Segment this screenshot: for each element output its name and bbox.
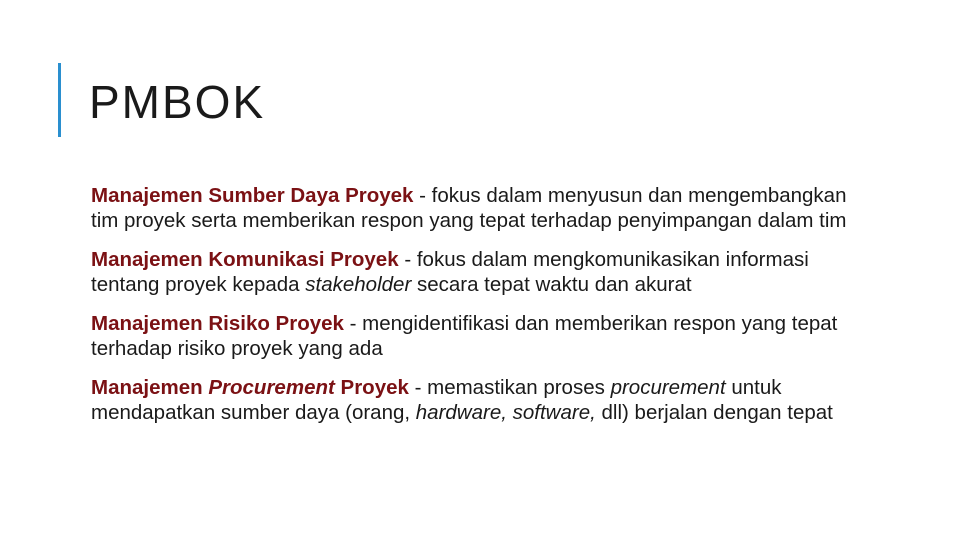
item-text: - memastikan proses [408, 376, 611, 399]
item-text: dll) berjalan dengan tepat [595, 401, 833, 424]
item-term: Manajemen Risiko Proyek [91, 312, 344, 335]
item-text: - mengidentifikasi dan memberikan respon yang tepat terhadap risiko proyek yang ada [91, 312, 838, 360]
item-text: untuk mendapatkan sumber daya (orang, [91, 376, 782, 424]
item-text: - fokus dalam menyusun dan mengembangkan tim proyek serta memberikan respon yang tepat terhadap penyimpangan dalam tim [91, 184, 847, 232]
content-list [91, 183, 871, 439]
item-text-italic: procurement [610, 376, 726, 399]
item-term-part: Manajemen [91, 376, 209, 399]
item-term-part: Proyek [334, 376, 409, 399]
list-item-sumber-daya [91, 183, 871, 233]
item-text: secara tepat waktu dan akurat [411, 273, 692, 296]
item-term [91, 376, 409, 399]
list-item-procurement [91, 375, 871, 425]
slide-title: PMBOK [89, 76, 266, 128]
item-term: Manajemen Sumber Daya Proyek [91, 184, 414, 207]
title-accent-bar [58, 63, 61, 137]
item-term-italic: Procurement [208, 376, 335, 399]
item-text: - fokus dalam mengkomunikasikan informasi tentang proyek kepada [91, 248, 809, 296]
item-text-italic: stakeholder [305, 273, 412, 296]
item-term: Manajemen Komunikasi Proyek [91, 248, 399, 271]
item-text-italic: hardware, software, [415, 401, 596, 424]
list-item-risiko [91, 311, 871, 361]
list-item-komunikasi [91, 247, 871, 297]
